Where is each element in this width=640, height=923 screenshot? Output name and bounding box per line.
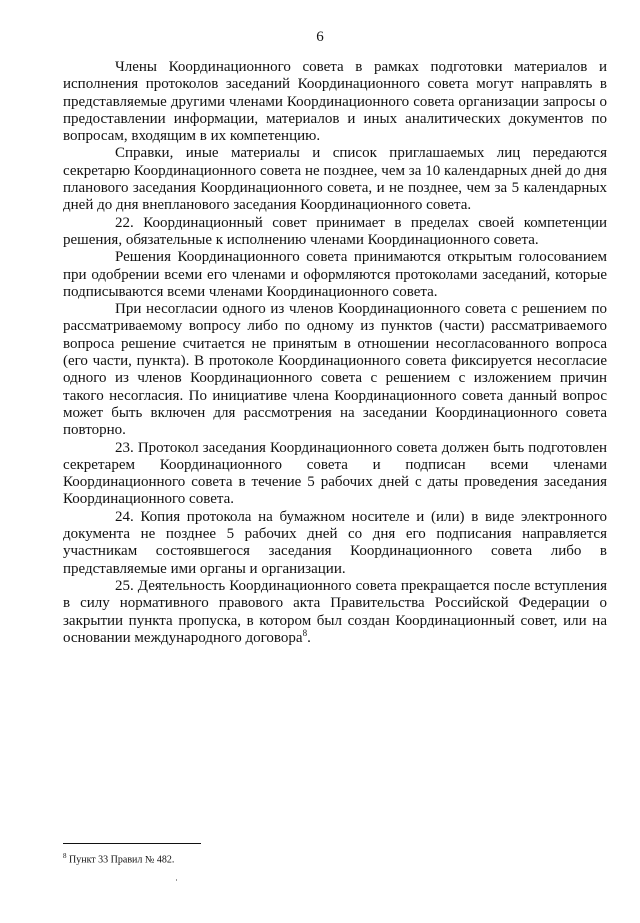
paragraph-materials-deadline: Справки, иные материалы и список приглашаемых лиц передаются секретарю Координационного совета не позднее, чем за 10 календарных дней до дня планового заседания Координационного совета, и не позднее, чем за 5 календарных дней до дня внепланового заседания Координационного совета. <box>63 145 607 214</box>
page-number: 6 <box>316 29 324 45</box>
document-body <box>63 59 607 647</box>
scan-speck <box>176 879 177 881</box>
footnote-mark: 8 <box>63 852 67 860</box>
paragraph-23-protocol: 23. Протокол заседания Координационного совета должен быть подготовлен секретарем Координационного совета и подписан всеми членами Координационного совета в течение 5 рабочих дней с даты проведения заседания Координационного совета. <box>63 439 607 508</box>
paragraph-24-protocol-copy: 24. Копия протокола на бумажном носителе и (или) в виде электронного документа не позднее 5 рабочих дней со дня его подписания направляется участникам состоявшегося заседания Координационного совета либо в представляемые ими органы и организации. <box>63 508 607 577</box>
footnote-text: Пункт 33 Правил № 482. <box>66 854 175 866</box>
footnote-divider <box>63 843 201 844</box>
paragraph-25-termination <box>63 578 607 647</box>
paragraph-22-decisions: 22. Координационный совет принимает в пределах своей компетенции решения, обязательные к исполнению членами Координационного совета. <box>63 214 607 248</box>
paragraph-25-end: . <box>307 629 311 646</box>
footnote-reference: 8 <box>302 627 308 638</box>
paragraph-council-requests: Члены Координационного совета в рамках подготовки материалов и исполнения протоколов заседаний Координационного совета могут направлять в представляемые другими членами Координационного совета организации запросы о предоставлении информации, материалов и иных аналитических документов по вопросам, входящим в их компетенцию. <box>63 59 607 145</box>
footnote <box>63 850 174 866</box>
paragraph-open-voting: Решения Координационного совета принимаются открытым голосованием при одобрении всеми его членами и оформляются протоколами заседаний, которые подписываются всеми членами Координационного совета. <box>63 249 607 300</box>
paragraph-25-text: 25. Деятельность Координационного совета прекращается после вступления в силу нормативного правового акта Правительства Российской Федерации о закрытии пункта пропуска, в котором был создан Координационный совет, или на основании международного договора <box>63 577 607 646</box>
paragraph-disagreement: При несогласии одного из членов Координационного совета с решением по рассматриваемому вопросу либо по одному из пунктов (части) рассматриваемого вопроса решение считается не принятым в отношении несогласованного вопроса (его части, пункта). В протоколе Координационного совета фиксируется несогласие одного из членов Координационного совета с решением с изложением причин такого несогласия. По инициативе члена Координационного совета данный вопрос может быть включен для рассмотрения на заседании Координационного совета повторно. <box>63 301 607 439</box>
